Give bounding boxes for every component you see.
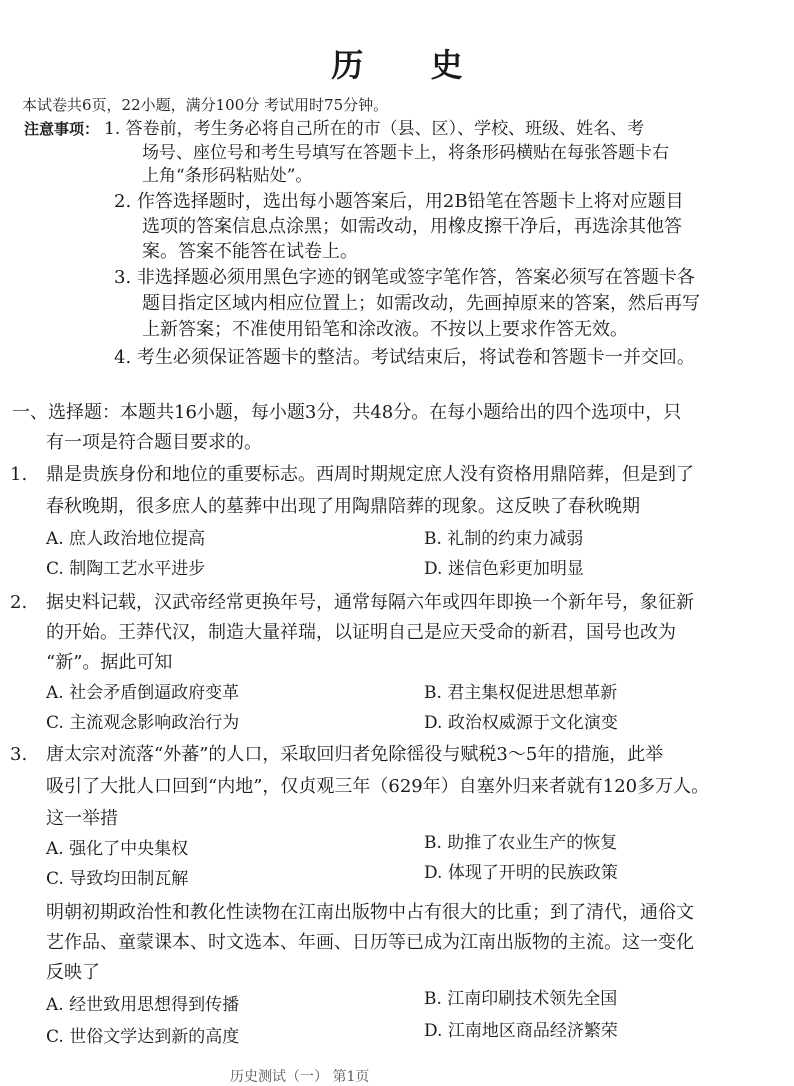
notice-line: 上新答案；不准使用铅笔和涂改液。不按以上要求作答无效。 — [142, 319, 628, 340]
question-number: 1. — [10, 464, 28, 485]
option-a: A. 庶人政治地位提高 — [46, 529, 206, 549]
option-a: A. 强化了中央集权 — [46, 839, 189, 859]
notice-line: 2. 作答选择题时，选出每小题答案后，用2B铅笔在答题卡上将对应题目 — [114, 191, 684, 212]
option-c: C. 世俗文学达到新的高度 — [46, 1027, 240, 1047]
notice-line: 场号、座位号和考生号填写在答题卡上，将条形码横贴在每张答题卡右 — [142, 143, 669, 163]
notice-line: 4. 考生必须保证答题卡的整洁。考试结束后，将试卷和答题卡一并交回。 — [114, 347, 695, 368]
option-c: C. 导致均田制瓦解 — [46, 869, 189, 889]
option-d: D. 迷信色彩更加明显 — [424, 559, 584, 579]
question-stem: 艺作品、童蒙课本、时文选本、年画、日历等已成为江南出版物的主流。这一变化 — [46, 932, 694, 953]
question-stem: 据史料记载，汉武帝经常更换年号，通常每隔六年或四年即换一个新年号，象征新 — [46, 592, 694, 613]
notice-line: 1. 答卷前，考生务必将自己所在的市（县、区）、学校、班级、姓名、考 — [104, 119, 645, 139]
exam-meta: 本试卷共6页，22小题，满分100分 考试用时75分钟。 — [22, 96, 389, 114]
question-stem: 的开始。王莽代汉，制造大量祥瑞，以证明自己是应天受命的新君，国号也改为 — [46, 622, 676, 643]
question-number: 2. — [10, 592, 28, 613]
question-stem: “新”。据此可知 — [46, 652, 173, 673]
section-heading-cont: 有一项是符合题目要求的。 — [46, 432, 262, 453]
notice-label: 注意事项： — [24, 120, 100, 138]
question-stem: 这一举措 — [46, 808, 118, 829]
option-b: B. 助推了农业生产的恢复 — [424, 833, 618, 853]
option-d: D. 政治权威源于文化演变 — [424, 713, 618, 733]
question-stem: 唐太宗对流落“外蕃”的人口，采取回归者免除徭役与赋税3～5年的措施，此举 — [46, 744, 664, 765]
notice-line: 案。答案不能答在试卷上。 — [142, 241, 358, 262]
section-heading: 一、选择题：本题共16小题，每小题3分，共48分。在每小题给出的四个选项中，只 — [12, 402, 682, 423]
option-b: B. 君主集权促进思想革新 — [424, 683, 618, 703]
option-b: B. 江南印刷技术领先全国 — [424, 989, 618, 1009]
option-d: D. 江南地区商品经济繁荣 — [424, 1021, 618, 1041]
option-d: D. 体现了开明的民族政策 — [424, 863, 618, 883]
question-stem: 吸引了大批人口回到“内地”，仅贞观三年（629年）自塞外归来者就有120多万人。 — [46, 776, 710, 797]
option-a: A. 社会矛盾倒逼政府变革 — [46, 683, 240, 703]
option-c: C. 主流观念影响政治行为 — [46, 713, 240, 733]
notice-line: 上角“条形码粘贴处”。 — [142, 166, 313, 186]
question-stem: 春秋晚期，很多庶人的墓葬中出现了用陶鼎陪葬的现象。这反映了春秋晚期 — [46, 496, 640, 517]
option-c: C. 制陶工艺水平进步 — [46, 559, 206, 579]
page-footer: 历史测试（一） 第1页 — [230, 1069, 370, 1085]
question-stem: 鼎是贵族身份和地位的重要标志。西周时期规定庶人没有资格用鼎陪葬，但是到了 — [46, 464, 694, 485]
question-number: 3. — [10, 744, 28, 765]
notice-line: 选项的答案信息点涂黑；如需改动，用橡皮擦干净后，再选涂其他答 — [142, 216, 682, 237]
notice-line: 3. 非选择题必须用黑色字迹的钢笔或签字笔作答，答案必须写在答题卡各 — [114, 267, 695, 288]
option-b: B. 礼制的约束力减弱 — [424, 529, 584, 549]
question-stem: 明朝初期政治性和教化性读物在江南出版物中占有很大的比重；到了清代，通俗文 — [46, 902, 694, 923]
page-title: 历 史 — [331, 46, 491, 84]
notice-line: 题目指定区域内相应位置上；如需改动，先画掉原来的答案，然后再写 — [142, 293, 700, 314]
option-a: A. 经世致用思想得到传播 — [46, 995, 240, 1015]
question-stem: 反映了 — [46, 962, 100, 983]
